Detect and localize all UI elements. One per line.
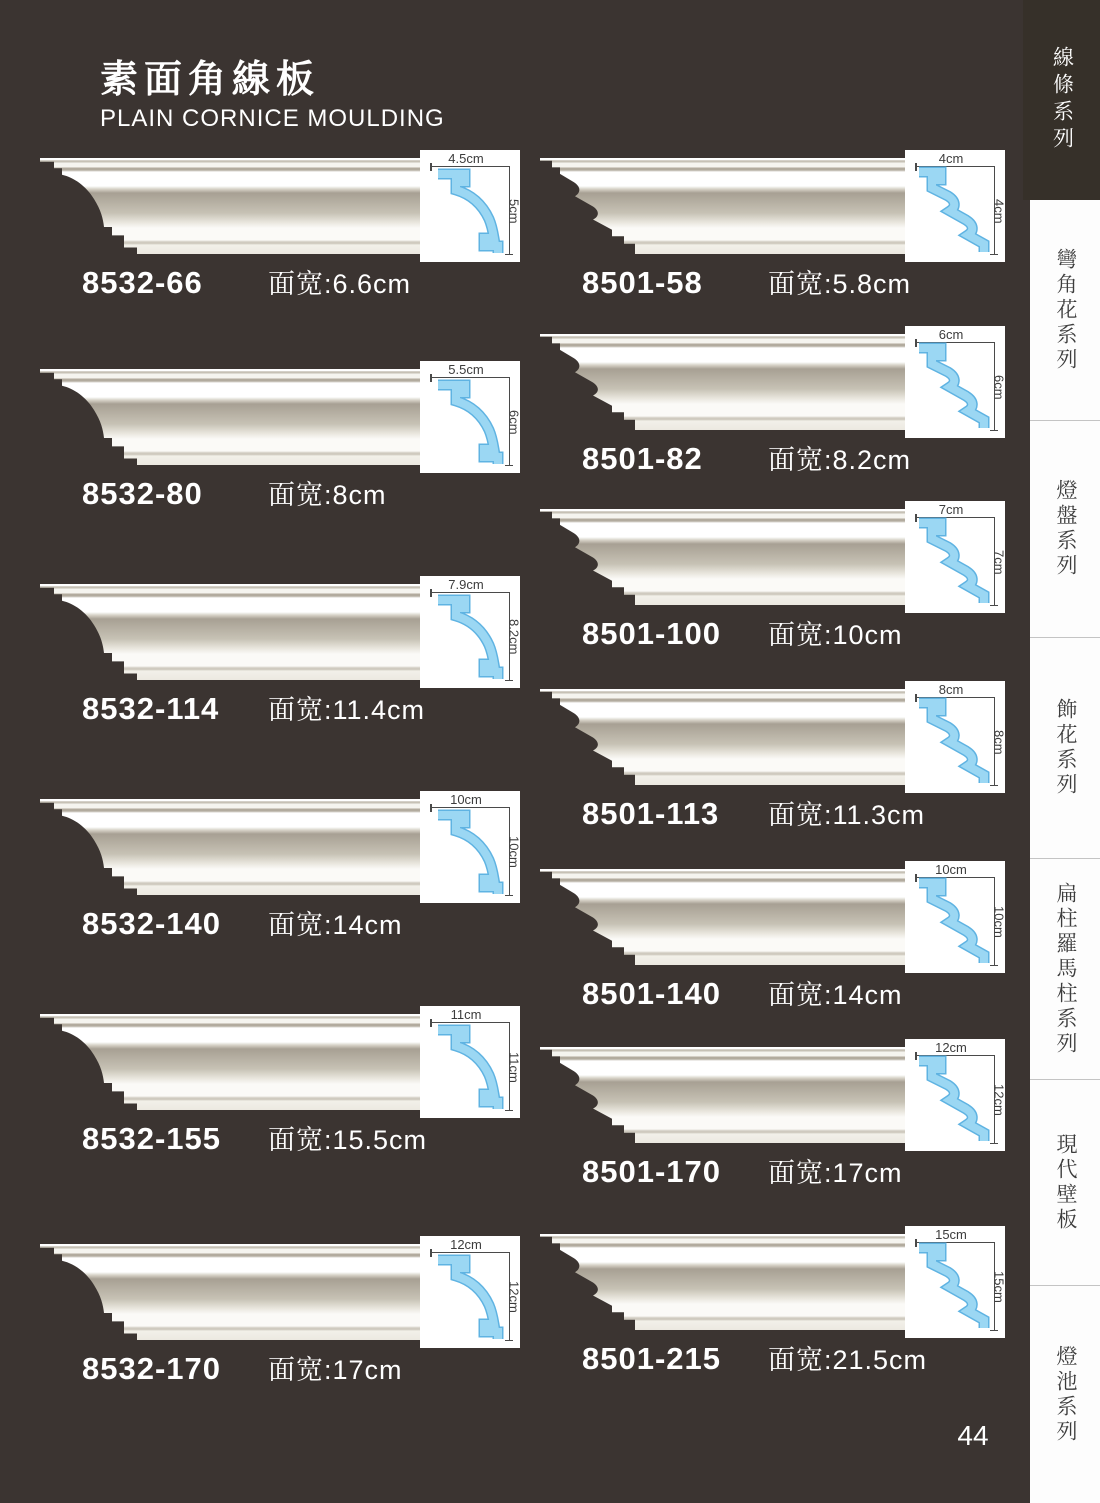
sidebar-item-label: 燈盤系列 xyxy=(1054,479,1077,579)
profile-diagram xyxy=(420,791,520,903)
moulding-end-silhouette xyxy=(40,1244,170,1340)
product-card xyxy=(540,1226,1005,1376)
sidebar-item-label: 飾花系列 xyxy=(1054,698,1077,798)
sidebar-item-line-series xyxy=(1023,0,1100,200)
product-card xyxy=(40,576,520,726)
product-face-width: 面宽:11.4cm xyxy=(268,695,426,725)
profile-height-label: 6cm xyxy=(506,409,522,435)
product-caption xyxy=(540,973,1005,1012)
product-face-width: 面宽:6.6cm xyxy=(268,269,412,299)
sidebar-item-lamp-plate-series xyxy=(1030,420,1100,637)
product-caption xyxy=(40,262,520,301)
sidebar-item-label: 扁柱羅馬柱系列 xyxy=(1054,881,1077,1057)
sidebar-item-ornament-series xyxy=(1030,637,1100,858)
product-face-width: 面宽:10cm xyxy=(768,620,903,650)
profile-diagram xyxy=(905,1039,1005,1151)
moulding-end-silhouette xyxy=(40,1014,170,1110)
product-card xyxy=(540,501,1005,651)
product-face-width: 面宽:17cm xyxy=(268,1355,403,1385)
product-code: 8532-114 xyxy=(82,691,220,726)
sidebar-item-lamp-pool-series xyxy=(1030,1285,1100,1503)
profile-width-label: 12cm xyxy=(935,1040,967,1055)
product-code: 8532-140 xyxy=(82,906,222,941)
product-caption xyxy=(540,262,1005,301)
sidebar-item-corner-flower-series xyxy=(1030,200,1100,420)
moulding-end-silhouette xyxy=(40,799,170,895)
product-caption xyxy=(540,793,1005,832)
product-card xyxy=(540,861,1005,1011)
profile-height-label: 4cm xyxy=(991,198,1007,224)
profile-height-label: 8cm xyxy=(991,729,1007,755)
profile-diagram xyxy=(905,861,1005,973)
profile-diagram xyxy=(420,1006,520,1118)
profile-height-label: 12cm xyxy=(991,1084,1007,1116)
profile-height-label: 11cm xyxy=(506,1051,522,1083)
product-code: 8501-113 xyxy=(582,796,720,831)
page-subtitle: PLAIN CORNICE MOULDING xyxy=(100,105,445,132)
moulding-end-silhouette xyxy=(540,689,650,785)
product-card xyxy=(40,791,520,941)
product-face-width: 面宽:14cm xyxy=(268,910,403,940)
profile-width-label: 12cm xyxy=(450,1237,482,1252)
profile-diagram xyxy=(905,501,1005,613)
product-code: 8501-215 xyxy=(582,1341,722,1376)
profile-diagram xyxy=(420,1236,520,1348)
product-caption xyxy=(40,903,520,942)
profile-width-label: 8cm xyxy=(938,682,964,697)
product-face-width: 面宽:8.2cm xyxy=(768,445,912,475)
profile-height-label: 5cm xyxy=(506,198,522,224)
moulding-end-silhouette xyxy=(540,334,650,430)
sidebar-item-label: 彎角花系列 xyxy=(1054,247,1077,373)
profile-width-label: 7.9cm xyxy=(448,577,484,592)
product-code: 8501-58 xyxy=(582,265,703,300)
profile-width-label: 5.5cm xyxy=(448,362,484,377)
product-card xyxy=(40,150,520,300)
product-caption xyxy=(540,1338,1005,1377)
profile-width-label: 7cm xyxy=(938,502,964,517)
product-card xyxy=(40,1236,520,1386)
page-title: 素面角線板 xyxy=(100,59,321,101)
product-code: 8501-170 xyxy=(582,1154,722,1189)
moulding-end-silhouette xyxy=(540,158,650,254)
profile-width-label: 10cm xyxy=(935,862,967,877)
product-face-width: 面宽:14cm xyxy=(768,980,903,1010)
product-code: 8501-140 xyxy=(582,976,722,1011)
product-caption xyxy=(40,473,520,512)
moulding-end-silhouette xyxy=(540,1047,650,1143)
profile-width-label: 4.5cm xyxy=(448,151,484,166)
product-code: 8501-82 xyxy=(582,441,703,476)
profile-height-label: 12cm xyxy=(506,1281,522,1313)
profile-diagram xyxy=(905,681,1005,793)
product-code: 8532-170 xyxy=(82,1351,222,1386)
sidebar-item-label: 現代壁板 xyxy=(1054,1132,1077,1233)
profile-width-label: 15cm xyxy=(935,1227,967,1242)
product-card xyxy=(540,1039,1005,1189)
sidebar-item-pilaster-roman-column-series xyxy=(1030,858,1100,1079)
moulding-end-silhouette xyxy=(40,584,170,680)
product-card xyxy=(40,1006,520,1156)
product-code: 8501-100 xyxy=(582,616,722,651)
product-card xyxy=(540,150,1005,300)
moulding-end-silhouette xyxy=(540,1234,650,1330)
sidebar-item-label: 燈池系列 xyxy=(1054,1344,1077,1445)
moulding-end-silhouette xyxy=(540,869,650,965)
product-face-width: 面宽:8cm xyxy=(268,480,387,510)
product-caption xyxy=(40,1118,520,1157)
product-card xyxy=(40,361,520,511)
profile-height-label: 7cm xyxy=(991,549,1007,575)
product-caption xyxy=(540,613,1005,652)
profile-width-label: 10cm xyxy=(450,792,482,807)
profile-diagram xyxy=(905,150,1005,262)
profile-diagram xyxy=(905,326,1005,438)
moulding-end-silhouette xyxy=(40,369,170,465)
sidebar-item-label: 線條系列 xyxy=(1050,46,1074,154)
profile-diagram xyxy=(420,576,520,688)
page-number: 44 xyxy=(957,1420,989,1451)
product-face-width: 面宽:17cm xyxy=(768,1158,903,1188)
product-card xyxy=(540,681,1005,831)
product-caption xyxy=(40,1348,520,1387)
profile-width-label: 4cm xyxy=(938,151,964,166)
moulding-end-silhouette xyxy=(540,509,650,605)
moulding-end-silhouette xyxy=(40,158,170,254)
profile-height-label: 8.2cm xyxy=(506,619,522,655)
profile-width-label: 6cm xyxy=(938,327,964,342)
profile-height-label: 15cm xyxy=(991,1271,1007,1303)
page-header xyxy=(100,48,445,133)
profile-height-label: 10cm xyxy=(991,906,1007,938)
profile-diagram xyxy=(905,1226,1005,1338)
profile-height-label: 6cm xyxy=(991,374,1007,400)
sidebar-item-modern-wall-panel xyxy=(1030,1079,1100,1285)
profile-height-label: 10cm xyxy=(506,836,522,868)
product-card xyxy=(540,326,1005,476)
product-caption xyxy=(540,438,1005,477)
category-sidebar xyxy=(1023,0,1100,1503)
product-face-width: 面宽:5.8cm xyxy=(768,269,912,299)
product-caption xyxy=(40,688,520,727)
product-face-width: 面宽:21.5cm xyxy=(768,1345,928,1375)
profile-diagram xyxy=(420,150,520,262)
product-face-width: 面宽:15.5cm xyxy=(268,1125,428,1155)
product-caption xyxy=(540,1151,1005,1190)
product-code: 8532-80 xyxy=(82,476,203,511)
profile-width-label: 11cm xyxy=(450,1007,482,1022)
product-code: 8532-66 xyxy=(82,265,203,300)
profile-diagram xyxy=(420,361,520,473)
product-face-width: 面宽:11.3cm xyxy=(768,800,926,830)
product-code: 8532-155 xyxy=(82,1121,222,1156)
